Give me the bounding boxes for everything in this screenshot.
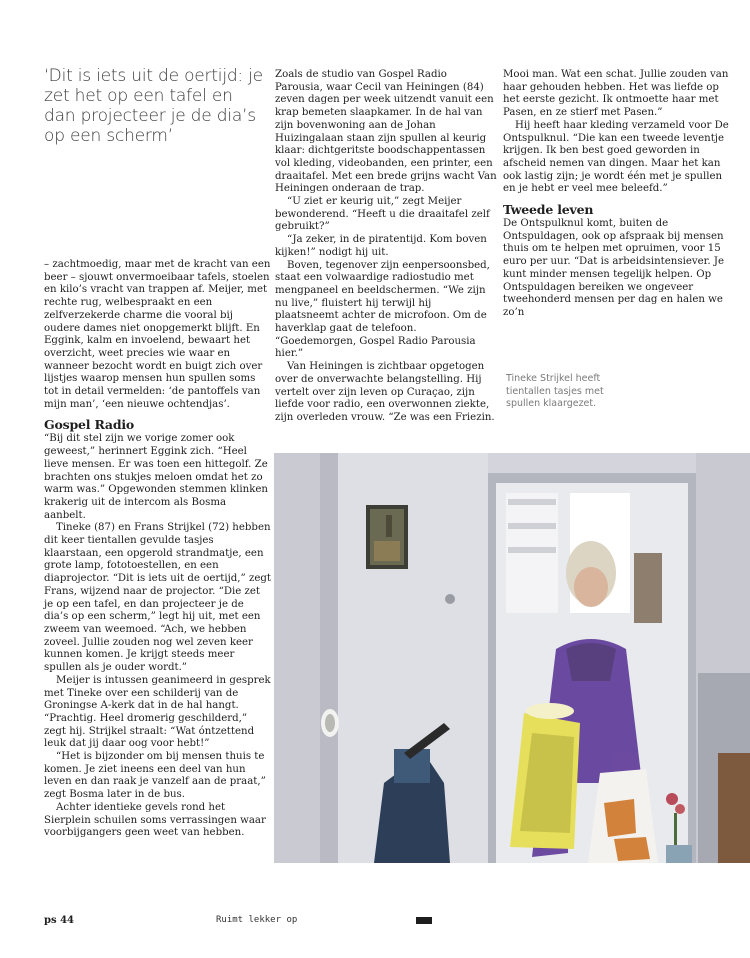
paragraph: Meijer is intussen geanimeerd in gesprek met Tineke over een schilderij van de Groningse A-kerk dat in de hal hangt. “Prachtig. Heel dromerig geschilderd,” zegt hij. Strijkel straalt: “Wat óntzettend leuk dat jij daar oog voor hebt!”: [44, 674, 271, 750]
paragraph: Hij heeft haar kleding verzameld voor De Ontspulknul. “Die kan een tweede leventje krijgen. Ik ben best goed geworden in afscheid nemen van dingen. Maar het kan ook lastig zijn; je wordt één met je spullen en je hebt er veel mee beleefd.”: [503, 119, 729, 195]
paragraph: Van Heiningen is zichtbaar opgetogen over de onverwachte belangstelling. Hij vertelt over zijn leven op Curaçao, zijn liefde voor radio, een overwonnen ziekte, zijn overleden vrouw. “Ze was een Friezin.: [275, 361, 495, 423]
paragraph: Mooi man. Wat een schat. Jullie zouden van haar gehouden hebben. Het was liefde op het eerste gezicht. Ik ontmoette haar met Pasen, en ze stierf met Pasen.”: [503, 69, 729, 119]
paragraph: “U ziet er keurig uit,” zegt Meijer bewonderend. “Heeft u die draaitafel zelf gebruikt?”: [275, 196, 490, 233]
paragraph: Achter identieke gevels rond het Sierplein schuilen soms verrassingen waar voorbijgangers geen weet van hebben.: [44, 801, 266, 839]
paragraph: De Ontspulknul komt, buiten de Ontspuldagen, ook op afspraak bij mensen thuis om te helpen met opruimen, voor 15 euro per uur. “Dat is arbeidsintensiever. Je kunt minder mensen tegelijk helpen. Op Ontspuldagen bereiken we ongeveer tweehonderd mensen per dag en halen we zo’n: [503, 218, 724, 318]
paragraph: “Ja zeker, in de piratentijd. Kom boven kijken!” nodigt hij uit.: [275, 234, 487, 258]
photo-illustration: [274, 453, 750, 863]
article-column-2: [275, 69, 497, 425]
subheading-tweede-leven: Tweede leven: [503, 202, 594, 218]
footer-mark: [416, 917, 432, 924]
section-name: Ruimt lekker op: [216, 915, 298, 925]
article-photo: [274, 453, 750, 863]
pull-quote: ‘Dit is iets uit de oertijd: je zet het op een tafel en dan projecteer je de dia’s op een scherm’: [44, 66, 263, 146]
paragraph: “Het is bijzonder om bij mensen thuis te komen. Je ziet ineens een deel van hun leven en dan raak je vanzelf aan de praat,” zegt Bosma later in de bus.: [44, 751, 266, 801]
article-column-1: [44, 259, 271, 840]
paragraph: Boven, tegenover zijn eenpersoonsbed, staat een volwaardige radiostudio met mengpaneel en beeldschermen. “We zijn nu live,” fluistert hij terwijl hij plaatsneemt achter de microfoon. Om de haverklap gaat de telefoon. “Goedemorgen, Gospel Radio Parousia hier.”: [275, 259, 490, 360]
page-number: ps 44: [44, 915, 75, 926]
subheading-gospel-radio: Gospel Radio: [44, 417, 135, 433]
paragraph: Zoals de studio van Gospel Radio Parousia, waar Cecil van Heiningen (84) zeven dagen per week uitzendt vanuit een krap bemeten slaapkamer. In de hal van zijn bovenwoning aan de Johan Huizingalaan staan zijn spullen al keurig klaar: dichtgeritste boodschappentassen vol kleding, videobanden, een printer, een draaitafel. Met een brede grijns wacht Van Heiningen onderaan de trap.: [275, 69, 497, 195]
photo-caption: Tineke Strijkel heeft tientallen tasjes met spullen klaargezet.: [506, 373, 604, 409]
paragraph: “Bij dit stel zijn we vorige zomer ook geweest,” herinnert Eggink zich. “Heel lieve mensen. Er was toen een hittegolf. Ze brachten ons stukjes meloen omdat het zo warm was.” Opgewonden stemmen klinken krakerig uit de intercom als Bosma aanbelt.: [44, 433, 268, 521]
article-column-3: [503, 69, 731, 320]
paragraph: – zachtmoedig, maar met de kracht van een beer – sjouwt onvermoeibaar tafels, stoelen en kilo’s vracht van trappen af. Meijer, met rechte rug, welbespraakt en een zelfverzekerde charme die vooral bij oudere dames niet onopgemerkt blijft. En Eggink, kalm en invoelend, bewaart het overzicht, weet precies wie waar en wanneer bezocht wordt en buigt zich over lijstjes waarop mensen hun spullen soms tot in detail vermelden: ‘de pantoffels van mijn man’, ‘een nieuwe ochtendjas’.: [44, 259, 271, 410]
paragraph: Tineke (87) en Frans Strijkel (72) hebben dit keer tientallen gevulde tasjes klaarstaan, een opgerold strandmatje, een grote lamp, fototoestellen, en een diaprojector. “Dit is iets uit de oertijd,” zegt Frans, wijzend naar de projector. “Die zet je op een tafel, en dan projecteer je de dia’s op een scherm,” legt hij uit, met een zweem van weemoed. “Ach, we hebben zoveel. Jullie zouden nog wel zeven keer kunnen komen. Je krijgt steeds meer spullen als je ouder wordt.”: [44, 522, 271, 674]
